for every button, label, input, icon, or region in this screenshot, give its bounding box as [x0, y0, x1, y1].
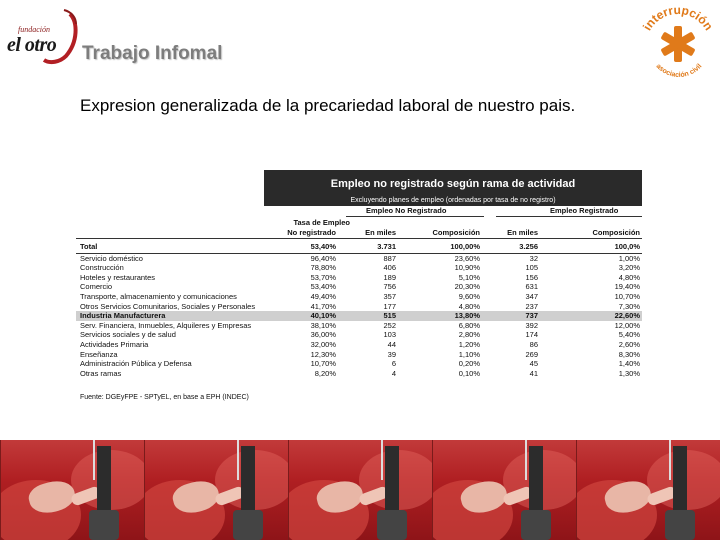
row-value: 2,60%	[618, 340, 640, 349]
row-value: 2,80%	[458, 330, 480, 340]
col-header-comp-nr: Composición	[432, 228, 480, 237]
table-row	[76, 369, 642, 379]
row-value: 53,70%	[310, 272, 336, 282]
logo-line-1: fundación	[18, 25, 50, 34]
row-value: 20,30%	[454, 282, 480, 292]
row-label: Otras ramas	[80, 368, 122, 378]
row-value: 12,00%	[614, 320, 640, 330]
asterisk-icon	[660, 26, 695, 62]
row-value: 406	[383, 263, 396, 273]
row-value: 45	[529, 359, 538, 369]
row-label: Transporte, almacenamiento y comunicaciones	[80, 292, 237, 301]
table-row	[76, 263, 642, 273]
row-value: 1,10%	[458, 349, 480, 359]
row-value: 13,80%	[454, 311, 480, 321]
col-header-rate: No registrado	[287, 228, 336, 237]
row-value: 100,00%	[450, 242, 480, 251]
row-value: 4,80%	[458, 301, 480, 311]
sewing-photo	[576, 440, 720, 540]
row-value: 41,70%	[310, 301, 336, 311]
group-header-no-registrado: Empleo No Registrado	[366, 206, 447, 215]
sewing-photo	[432, 440, 576, 540]
row-value: 4,80%	[618, 272, 640, 282]
header-rule	[76, 238, 642, 239]
logo-right-bottom-text: asociación civil	[654, 62, 704, 79]
row-label: Otros Servicios Comunitarios, Sociales y Personales	[80, 301, 256, 311]
table-row	[76, 254, 642, 264]
row-value: 39	[387, 349, 396, 359]
row-value: 1,30%	[618, 368, 640, 378]
col-header-miles-nr: En miles	[365, 228, 396, 237]
svg-text:asociación civil	[655, 63, 704, 79]
table-row	[76, 359, 642, 369]
row-value: 36,00%	[310, 330, 336, 340]
logo-line-2: el otro	[7, 34, 57, 56]
employment-table	[76, 170, 642, 410]
table-row	[76, 330, 642, 340]
table-source: Fuente: DGEyFPE - SPTyEL, en base a EPH (INDEC)	[80, 394, 249, 401]
row-value: 252	[383, 320, 396, 330]
row-value: 631	[525, 282, 538, 292]
row-value: 1,00%	[618, 253, 640, 263]
row-label: Comercio	[80, 282, 113, 292]
row-value: 8,30%	[618, 349, 640, 359]
col-header-miles-r: En miles	[507, 228, 538, 237]
logo-fundacion-el-otro	[4, 6, 78, 68]
row-value: 237	[525, 301, 538, 311]
row-value: 4	[391, 368, 396, 378]
total-rule	[76, 253, 642, 254]
row-value: 105	[525, 263, 538, 273]
row-value: 49,40%	[310, 292, 336, 301]
row-label: Industria Manufacturera	[80, 311, 166, 321]
sewing-photo	[288, 440, 432, 540]
row-value: 357	[383, 292, 396, 301]
row-value: 887	[383, 253, 396, 263]
table-note: Excluyendo planes de empleo (ordenadas por tasa de no registro)	[350, 197, 556, 204]
row-value: 3.731	[377, 242, 396, 251]
row-label: Administración Pública y Defensa	[80, 359, 192, 369]
row-value: 0,10%	[458, 368, 480, 378]
row-value: 32,00%	[310, 340, 336, 349]
row-value: 0,20%	[458, 359, 480, 369]
slide-title: Trabajo Infomal	[82, 43, 223, 64]
row-label: Enseñanza	[80, 349, 118, 359]
row-label: Servicios sociales y de salud	[80, 330, 176, 340]
row-value: 23,60%	[454, 253, 480, 263]
row-value: 6,80%	[458, 320, 480, 330]
decorative-photo-strip	[0, 440, 720, 540]
row-value: 100,0%	[614, 242, 640, 251]
row-value: 515	[383, 311, 396, 321]
group-header-registrado: Empleo Registrado	[550, 206, 619, 215]
row-value: 174	[525, 330, 538, 340]
table-row	[76, 350, 642, 360]
row-value: 177	[383, 301, 396, 311]
group-underline	[496, 216, 642, 217]
row-value: 392	[525, 320, 538, 330]
row-value: 38,10%	[310, 320, 336, 330]
row-value: 269	[525, 349, 538, 359]
row-value: 53,40%	[310, 282, 336, 292]
table-row	[76, 340, 642, 350]
row-value: 1,20%	[458, 340, 480, 349]
col-header-comp-r: Composición	[592, 228, 640, 237]
row-label: Servicio doméstico	[80, 253, 143, 263]
row-value: 8,20%	[314, 368, 336, 378]
row-value: 10,70%	[310, 359, 336, 369]
row-value: 156	[525, 272, 538, 282]
row-value: 7,30%	[618, 301, 640, 311]
row-value: 22,60%	[614, 311, 640, 321]
group-underline	[346, 216, 484, 217]
sewing-photo	[0, 440, 144, 540]
table-header-band	[264, 170, 642, 206]
row-value: 3.256	[519, 242, 538, 251]
row-label: Construcción	[80, 263, 124, 273]
row-value: 41	[529, 368, 538, 378]
table-row	[76, 302, 642, 312]
row-value: 1,40%	[618, 359, 640, 369]
table-row	[76, 273, 642, 283]
row-value: 96,40%	[310, 253, 336, 263]
row-value: 86	[529, 340, 538, 349]
table-title: Empleo no registrado según rama de actividad	[330, 178, 576, 190]
table-row	[76, 321, 642, 331]
row-value: 44	[387, 340, 396, 349]
row-value: 5,40%	[618, 330, 640, 340]
row-value: 19,40%	[614, 282, 640, 292]
row-label: Total	[80, 242, 98, 251]
slide-subtitle: Expresion generalizada de la precariedad laboral de nuestro pais.	[80, 96, 576, 115]
row-value: 6	[391, 359, 396, 369]
row-value: 756	[383, 282, 396, 292]
table-row	[76, 282, 642, 292]
row-label: Hoteles y restaurantes	[80, 272, 156, 282]
row-value: 189	[383, 272, 396, 282]
row-value: 9,60%	[458, 292, 480, 301]
table-row	[76, 292, 642, 302]
row-value: 53,40%	[310, 242, 336, 251]
row-value: 40,10%	[310, 311, 336, 321]
table-row	[76, 311, 642, 321]
row-value: 78,80%	[310, 263, 336, 273]
row-value: 32	[529, 253, 538, 263]
row-value: 10,90%	[454, 263, 480, 273]
row-value: 3,20%	[618, 263, 640, 273]
row-value: 737	[525, 311, 538, 321]
row-value: 103	[383, 330, 396, 340]
row-value: 5,10%	[458, 272, 480, 282]
row-label: Serv. Financiera, Inmuebles, Alquileres y Empresas	[80, 320, 252, 330]
logo-right-top-text: interrupción	[639, 2, 716, 33]
row-value: 10,70%	[614, 292, 640, 301]
row-value: 12,30%	[310, 349, 336, 359]
table-total-row	[76, 242, 642, 252]
col-rate-top: Tasa de Empleo	[293, 218, 350, 227]
row-label: Actividades Primaria	[80, 340, 149, 349]
logo-interrupcion	[636, 2, 720, 82]
row-value: 347	[525, 292, 538, 301]
sewing-photo	[144, 440, 288, 540]
